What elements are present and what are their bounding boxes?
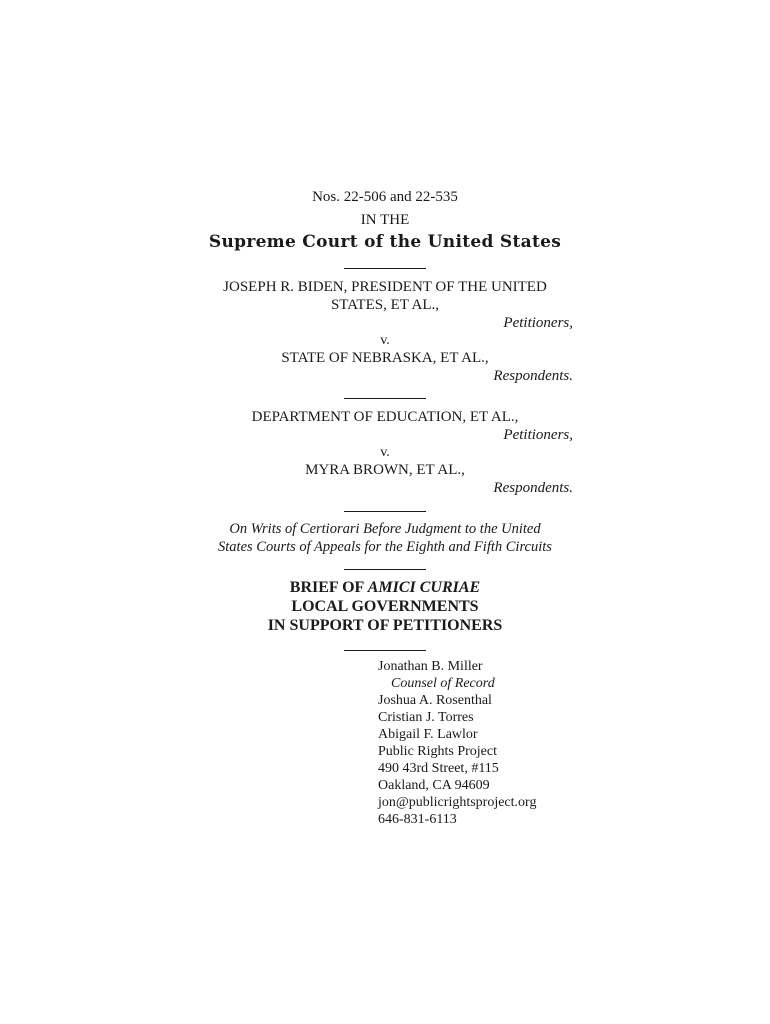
docket-numbers: Nos. 22-506 and 22-535 — [312, 189, 458, 205]
court-name: Supreme Court of the United States — [208, 232, 562, 252]
counsel-name-4: Abigail F. Lawlor — [378, 727, 478, 742]
counsel-city: Oakland, CA 94609 — [378, 778, 490, 793]
divider-rule — [344, 398, 426, 399]
case2-respondents-role: Respondents. — [493, 480, 573, 496]
case2-versus: v. — [380, 445, 390, 460]
counsel-name-3: Cristian J. Torres — [378, 710, 474, 725]
divider-rule — [344, 268, 426, 269]
case2-respondent: MYRA BROWN, ET AL., — [305, 462, 465, 478]
brief-title-prefix: BRIEF OF — [289, 579, 368, 596]
case1-respondents-role: Respondents. — [493, 368, 573, 384]
writ-line-2: States Courts of Appeals for the Eighth and Fifth Circuits — [218, 539, 552, 555]
counsel-organization: Public Rights Project — [378, 744, 497, 759]
case1-petitioner-line1: JOSEPH R. BIDEN, PRESIDENT OF THE UNITED — [223, 279, 547, 295]
divider-rule — [344, 569, 426, 570]
counsel-name-2: Joshua A. Rosenthal — [378, 693, 492, 708]
case2-petitioners-role: Petitioners, — [503, 427, 573, 443]
brief-title-line-2: LOCAL GOVERNMENTS — [291, 598, 479, 615]
counsel-phone: 646-831-6113 — [378, 812, 457, 827]
divider-rule — [344, 650, 426, 651]
brief-title-amici: AMICI CURIAE — [367, 579, 481, 596]
brief-title — [0, 579, 770, 597]
in-the-label: IN THE — [360, 212, 410, 228]
case1-versus: v. — [380, 333, 390, 348]
brief-title-line-3: IN SUPPORT OF PETITIONERS — [267, 617, 503, 634]
divider-rule — [344, 511, 426, 512]
counsel-street: 490 43rd Street, #115 — [378, 761, 499, 776]
counsel-name-1: Jonathan B. Miller — [378, 659, 483, 674]
case1-petitioner-line2: STATES, ET AL., — [330, 297, 440, 313]
case2-petitioner: DEPARTMENT OF EDUCATION, ET AL., — [251, 409, 519, 425]
case1-petitioners-role: Petitioners, — [503, 315, 573, 331]
case1-respondent: STATE OF NEBRASKA, ET AL., — [281, 350, 489, 366]
writ-line-1: On Writs of Certiorari Before Judgment to the United — [229, 521, 541, 537]
counsel-of-record: Counsel of Record — [391, 676, 495, 691]
counsel-email: jon@publicrightsproject.org — [378, 795, 537, 810]
